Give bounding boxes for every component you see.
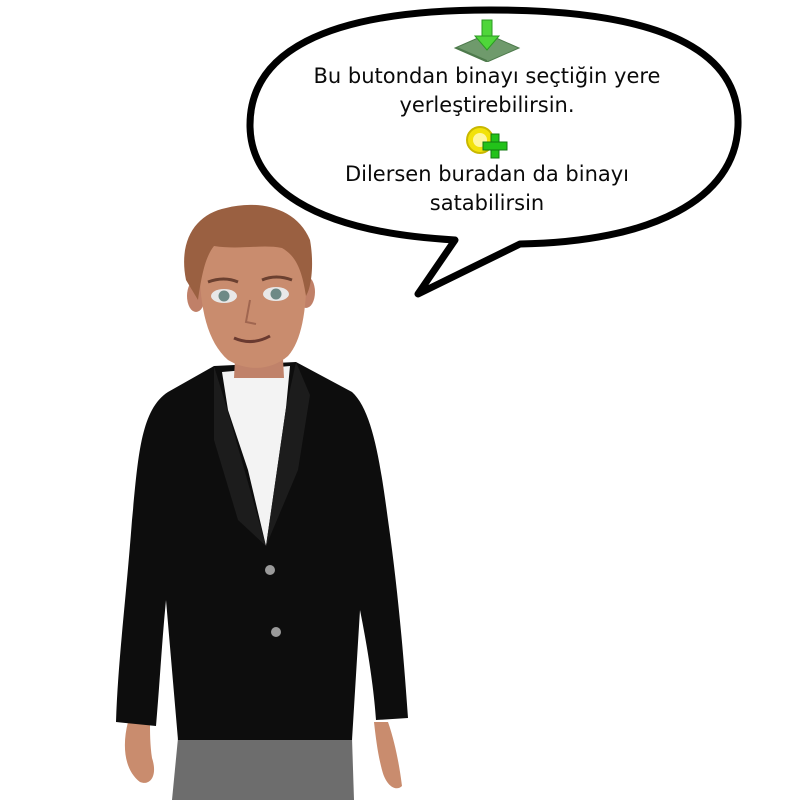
sell-text-line1: Dilersen buradan da binayı [344, 162, 630, 186]
left-hand [125, 722, 154, 783]
sell-coin-icon[interactable] [464, 124, 510, 160]
place-building-icon[interactable] [451, 18, 523, 62]
guide-character [116, 205, 408, 800]
trousers [172, 738, 354, 800]
place-text-line1: Bu butondan binayı seçtiğin yere [313, 64, 661, 88]
right-hand [374, 722, 402, 788]
speech-bubble-text [262, 18, 712, 218]
place-text-line2: yerleştirebilirsin. [399, 93, 575, 117]
face [200, 240, 307, 368]
jacket-button [265, 565, 275, 575]
jacket-button [271, 627, 281, 637]
sell-text-line2: satabilirsin [429, 191, 545, 215]
